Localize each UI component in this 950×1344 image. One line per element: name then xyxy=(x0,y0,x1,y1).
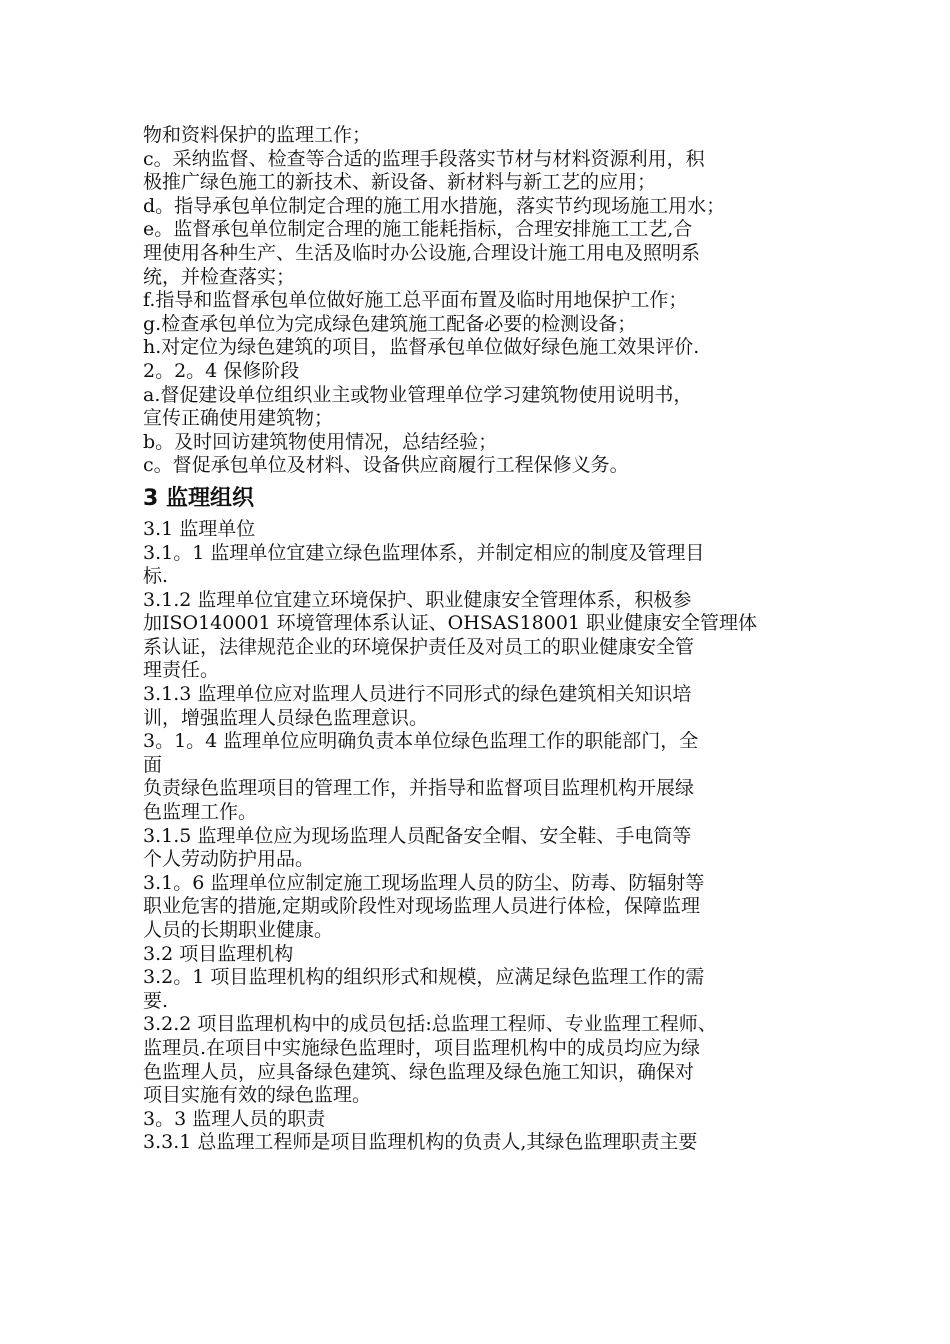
text-line: 职业危害的措施,定期或阶段性对现场监理人员进行体检，保障监理 xyxy=(143,895,701,918)
text-line: h.对定位为绿色建筑的项目，监督承包单位做好绿色施工效果评价. xyxy=(143,336,700,359)
text-line: 3.1.5 监理单位应为现场监理人员配备安全帽、安全鞋、手电筒等 xyxy=(143,824,692,847)
text-line: c。督促承包单位及材料、设备供应商履行工程保修义务。 xyxy=(143,454,629,477)
text-line: b。及时回访建筑物使用情况，总结经验； xyxy=(143,430,498,453)
text-line: 3。3 监理人员的职责 xyxy=(143,1107,326,1130)
text-line: 3.2。1 项目监理机构的组织形式和规模，应满足绿色监理工作的需 xyxy=(143,966,705,989)
text-line: 3.1 监理单位 xyxy=(143,517,256,540)
text-line: 理使用各种生产、生活及临时办公设施,合理设计施工用电及照明系 xyxy=(143,241,701,264)
text-line: 宣传正确使用建筑物； xyxy=(143,407,334,430)
text-line: g.检查承包单位为完成绿色建筑施工配备必要的检测设备； xyxy=(143,312,637,335)
text-line: 理责任。 xyxy=(143,659,220,682)
section-2-text-block xyxy=(143,124,813,478)
text-line: c。采纳监督、检查等合适的监理手段落实节材与材料资源利用，积 xyxy=(143,147,705,170)
text-line: 标. xyxy=(143,565,169,588)
text-line: 3.2.2 项目监理机构中的成员包括:总监理工程师、专业监理工程师、 xyxy=(143,1013,717,1036)
text-line: 极推广绿色施工的新技术、新设备、新材料与新工艺的应用； xyxy=(143,171,657,194)
text-line: 统，并检查落实； xyxy=(143,265,296,288)
text-line: 3.1。6 监理单位应制定施工现场监理人员的防尘、防毒、防辐射等 xyxy=(143,871,705,894)
text-line: 项目实施有效的绿色监理。 xyxy=(143,1084,372,1107)
text-line: 负责绿色监理项目的管理工作，并指导和监督项目监理机构开展绿 xyxy=(143,777,695,800)
text-line: 加ISO140001 环境管理体系认证、OHSAS18001 职业健康安全管理体 xyxy=(143,612,758,635)
text-line: 色监理工作。 xyxy=(143,801,258,824)
section-3-text-block xyxy=(143,518,813,1155)
text-line: 系认证，法律规范企业的环境保护责任及对员工的职业健康安全管 xyxy=(143,635,695,658)
text-line: e。监督承包单位制定合理的施工能耗指标，合理安排施工工艺,合 xyxy=(143,218,693,241)
text-line: 色监理人员，应具备绿色建筑、绿色监理及绿色施工知识，确保对 xyxy=(143,1060,695,1083)
document-body xyxy=(143,124,813,1155)
text-line: 2。2。4 保修阶段 xyxy=(143,359,300,382)
text-line: f.指导和监督承包单位做好施工总平面布置及临时用地保护工作； xyxy=(143,289,688,312)
text-line: 面 xyxy=(143,753,163,776)
text-line: 3。1。4 监理单位应明确负责本单位绿色监理工作的职能部门，全 xyxy=(143,730,699,753)
text-line: 3.1.2 监理单位宜建立环境保护、职业健康安全管理体系，积极参 xyxy=(143,588,692,611)
text-line: a.督促建设单位组织业主或物业管理单位学习建筑物使用说明书， xyxy=(143,383,693,406)
text-line: 要. xyxy=(143,989,169,1012)
text-line: 人员的长期职业健康。 xyxy=(143,919,334,941)
text-line: 训，增强监理人员绿色监理意识。 xyxy=(143,706,429,729)
text-line: 3.2 项目监理机构 xyxy=(143,942,294,965)
section-3-heading: 3 监理组织 xyxy=(143,485,254,511)
text-line: d。指导承包单位制定合理的施工用水措施，落实节约现场施工用水； xyxy=(143,194,726,217)
text-line: 3.3.1 总监理工程师是项目监理机构的负责人,其绿色监理职责主要 xyxy=(143,1131,698,1154)
text-line: 监理员.在项目中实施绿色监理时，项目监理机构中的成员均应为绿 xyxy=(143,1036,701,1059)
text-line: 个人劳动防护用品。 xyxy=(143,848,315,871)
text-line: 物和资料保护的监理工作； xyxy=(143,124,372,146)
text-line: 3.1。1 监理单位宜建立绿色监理体系，并制定相应的制度及管理目 xyxy=(143,541,705,564)
text-line: 3.1.3 监理单位应对监理人员进行不同形式的绿色建筑相关知识培 xyxy=(143,683,692,706)
